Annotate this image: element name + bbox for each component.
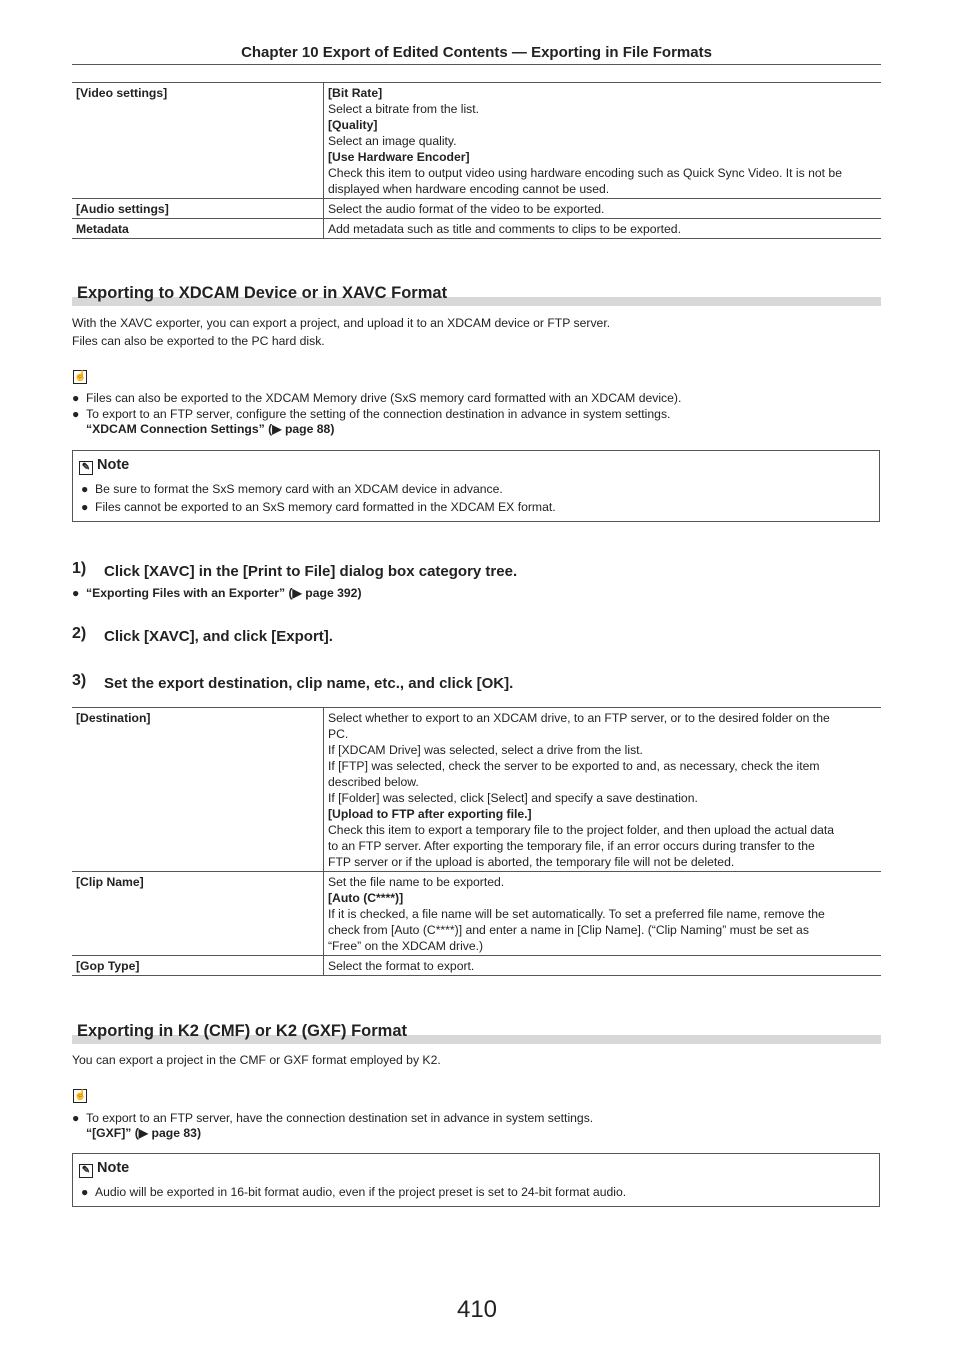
table-value (324, 199, 882, 219)
bullet-icon: ● (72, 1111, 80, 1125)
step-instruction: Set the export destination, clip name, etc., and click [OK]. (104, 675, 514, 692)
table-row (72, 199, 881, 219)
option-description: FTP server or if the upload is aborted, the temporary file will not be deleted. (328, 855, 735, 869)
table-value (324, 956, 882, 976)
note-title-text: Note (97, 1160, 130, 1176)
option-description: PC. (328, 727, 349, 741)
table-row (72, 872, 881, 956)
video-audio-settings-table (72, 82, 881, 239)
option-description: If it is checked, a file name will be set automatically. To set a preferred file name, remove the (328, 907, 825, 921)
export-settings-table (72, 707, 881, 976)
page-reference-link[interactable]: “[GXF]” (▶ page 83) (86, 1126, 202, 1140)
option-description: Add metadata such as title and comments to clips to be exported. (328, 222, 681, 236)
step-instruction: Click [XAVC] in the [Print to File] dialog box category tree. (104, 563, 518, 580)
table-key: [Destination] (72, 708, 324, 872)
table-value (324, 708, 882, 872)
list-item-text: Audio will be exported in 16-bit format audio, even if the project preset is set to 24-bit format audio. (95, 1185, 627, 1199)
step-number: 1) (72, 560, 87, 577)
intro-paragraph: Files can also be exported to the PC hard disk. (72, 334, 325, 348)
table-value (324, 872, 882, 956)
table-row (72, 956, 881, 976)
table-value (324, 83, 882, 199)
note-box (72, 1153, 880, 1207)
page-reference-link[interactable]: “Exporting Files with an Exporter” (▶ page 392) (86, 586, 362, 600)
option-description: Select a bitrate from the list. (328, 102, 480, 116)
table-key: [Gop Type] (72, 956, 324, 976)
option-description: Set the file name to be exported. (328, 875, 505, 889)
list-item-text: Files cannot be exported to an SxS memory card formatted in the XDCAM EX format. (95, 500, 556, 514)
option-description: “Free” on the XDCAM drive.) (328, 939, 484, 953)
option-description: Select the format to export. (328, 959, 475, 973)
option-name: [Use Hardware Encoder] (328, 150, 470, 164)
section-title-k2 (72, 1022, 881, 1044)
section-title-xdcam (72, 284, 881, 306)
option-description: check from [Auto (C****)] and enter a name in [Clip Name]. (“Clip Naming” must be set as (328, 923, 809, 937)
table-key: [Audio settings] (72, 199, 324, 219)
bullet-icon: ● (81, 482, 89, 496)
option-description: If [Folder] was selected, click [Select] and specify a save destination. (328, 791, 698, 805)
list-item-text: Be sure to format the SxS memory card with an XDCAM device in advance. (95, 482, 503, 496)
chapter-header: Chapter 10 Export of Edited Contents — Exporting in File Formats (241, 44, 712, 61)
list-item-text: To export to an FTP server, have the connection destination set in advance in system settings. (86, 1111, 594, 1125)
option-name: [Auto (C****)] (328, 891, 404, 905)
intro-paragraph: You can export a project in the CMF or GXF format employed by K2. (72, 1053, 441, 1067)
option-name: [Bit Rate] (328, 86, 383, 100)
list-item-text: To export to an FTP server, configure the setting of the connection destination in advance in system settings. (86, 407, 671, 421)
table-key: Metadata (72, 219, 324, 239)
section-title-text: Exporting in K2 (CMF) or K2 (GXF) Format (77, 1022, 407, 1040)
note-box (72, 450, 880, 522)
option-description: described below. (328, 775, 419, 789)
table-row (72, 83, 881, 199)
bullet-icon: ● (72, 586, 80, 600)
step-number: 2) (72, 625, 87, 642)
table-key: [Clip Name] (72, 872, 324, 956)
bullet-icon: ● (81, 500, 89, 514)
option-description: If [FTP] was selected, check the server to be exported to and, as necessary, check the item (328, 759, 820, 773)
list-item-text: Files can also be exported to the XDCAM Memory drive (SxS memory card formatted with an XDCAM device). (86, 391, 682, 405)
option-description: Select whether to export to an XDCAM drive, to an FTP server, or to the desired folder on the (328, 711, 830, 725)
table-row (72, 708, 881, 872)
option-description: to an FTP server. After exporting the temporary file, if an error occurs during transfer to the (328, 839, 815, 853)
tip-hand-icon: ☝ (74, 371, 87, 382)
bullet-icon: ● (72, 391, 80, 405)
table-row (72, 219, 881, 239)
option-name: [Upload to FTP after exporting file.] (328, 807, 532, 821)
note-heading (79, 457, 129, 475)
pencil-icon: ✎ (79, 461, 93, 475)
option-description: Check this item to output video using hardware encoding such as Quick Sync Video. It is not be (328, 166, 842, 180)
step-number: 3) (72, 672, 87, 689)
option-description: If [XDCAM Drive] was selected, select a drive from the list. (328, 743, 643, 757)
option-description: Check this item to export a temporary file to the project folder, and then upload the actual data (328, 823, 835, 837)
page-number: 410 (456, 1296, 498, 1323)
bullet-icon: ● (72, 407, 80, 421)
page-reference-link[interactable]: “XDCAM Connection Settings” (▶ page 88) (86, 422, 335, 436)
note-heading (79, 1160, 129, 1178)
option-description: Select an image quality. (328, 134, 457, 148)
step-instruction: Click [XAVC], and click [Export]. (104, 628, 333, 645)
table-key: [Video settings] (72, 83, 324, 199)
table-value (324, 219, 882, 239)
section-title-text: Exporting to XDCAM Device or in XAVC Format (77, 284, 448, 302)
note-title-text: Note (97, 457, 130, 473)
option-description: displayed when hardware encoding cannot be used. (328, 182, 610, 196)
tip-hand-icon: ☝ (74, 1090, 87, 1101)
pencil-icon: ✎ (79, 1164, 93, 1178)
intro-paragraph: With the XAVC exporter, you can export a project, and upload it to an XDCAM device or FTP server. (72, 316, 611, 330)
option-description: Select the audio format of the video to be exported. (328, 202, 605, 216)
option-name: [Quality] (328, 118, 378, 132)
header-divider (72, 64, 881, 65)
bullet-icon: ● (81, 1185, 89, 1199)
